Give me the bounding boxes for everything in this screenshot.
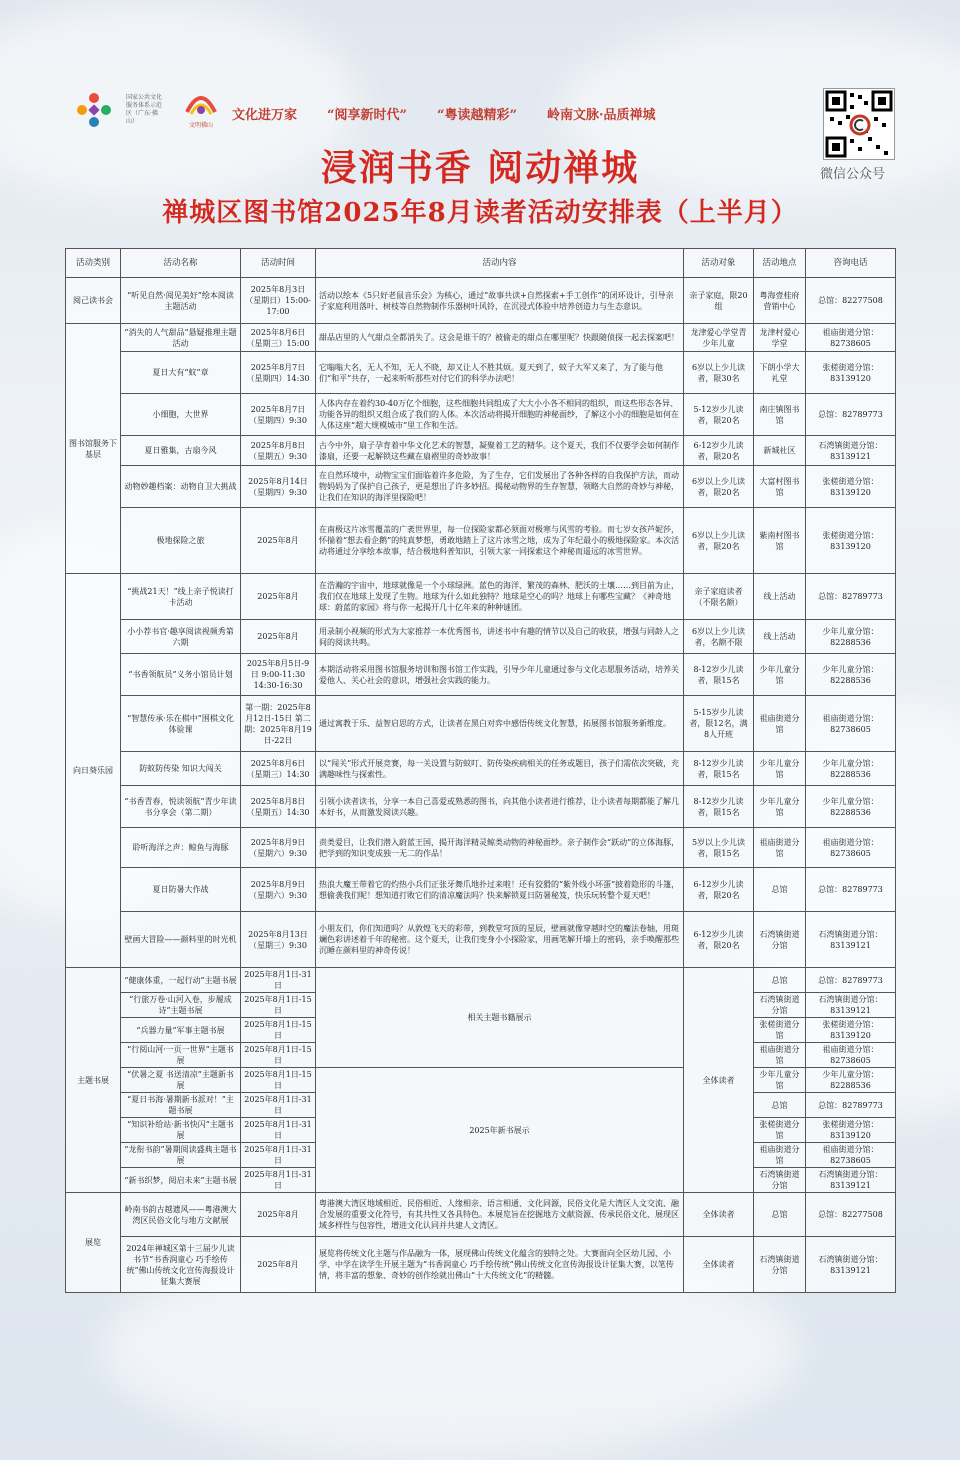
activity-place: 线上活动 <box>754 620 806 654</box>
civilized-foshan-text: 文明佛山 <box>188 122 213 129</box>
activity-place: 少年儿童分馆 <box>754 1068 806 1093</box>
activity-name: 小小荐书官·趣享阅读视频秀第六期 <box>121 620 241 654</box>
activity-time: 第一期：2025年8月12日-15日 第二期：2025年8月19日-22日 <box>241 696 316 752</box>
activity-phone: 张槎街道分馆：83139120 <box>806 1118 896 1143</box>
activity-audience: 6-12岁少儿读者，限20名 <box>684 868 754 912</box>
activity-audience: 全体读者 <box>684 1193 754 1237</box>
activity-name: 极地探险之旅 <box>121 508 241 574</box>
activity-audience: 5-15岁少儿读者，限12名，满8人开班 <box>684 696 754 752</box>
activity-content: 热浪大魔王带着它的灼热小兵们正张牙舞爪地扑过来啦！还有狡猾的“紫外线小坏蛋”披着隐形的斗篷，想偷袭我们呢！想知道打败它们的清凉魔法吗？快来解锁夏日防暑秘笈，快乐玩转整个夏天吧！ <box>316 868 684 912</box>
activity-place: 龙津村爱心学堂 <box>754 324 806 352</box>
table-row <box>66 696 896 752</box>
activity-audience: 亲子家庭读者（不限名额） <box>684 574 754 620</box>
activity-phone: 少年儿童分馆：82288536 <box>806 752 896 786</box>
activity-time: 2025年8月 <box>241 508 316 574</box>
header-logos <box>72 88 226 132</box>
activity-name: 夏日大有“蚊”章 <box>121 352 241 394</box>
activity-phone: 张槎街道分馆：83139120 <box>806 352 896 394</box>
activity-time: 2025年8月 <box>241 1237 316 1293</box>
header-name: 活动名称 <box>121 249 241 278</box>
activity-phone: 石湾镇街道分馆：83139121 <box>806 912 896 968</box>
activity-content: 粤港澳大湾区地域相近、民俗相近、人缘相亲、语言相通、文化同源，民俗文化是大湾区人文交流、融合发展的重要文化符号，有其共性又各具特色。本展览旨在挖掘地方文献资源、传承民俗文化、展现区域多样性与包容性，增进文化认同并共建人文湾区。 <box>316 1193 684 1237</box>
theme-books-content: 相关主题书籍展示 <box>316 968 684 1068</box>
category-cell: 主题书展 <box>66 968 121 1193</box>
activity-place: 南庄镇图书馆 <box>754 394 806 436</box>
slogan-1: 文化进万家 <box>232 108 298 123</box>
activity-audience: 6岁以上少儿读者，限20名 <box>684 466 754 508</box>
activity-audience: 6-12岁少儿读者，限20名 <box>684 436 754 466</box>
activity-time: 2025年8月1日-31日 <box>241 1143 316 1168</box>
table-row <box>66 508 896 574</box>
activity-name: “听见自然·阅见美好”绘本阅读主题活动 <box>121 278 241 324</box>
activity-time: 2025年8月1日-31日 <box>241 1118 316 1143</box>
activity-phone: 总馆：82789773 <box>806 868 896 912</box>
activity-time: 2025年8月1日-31日 <box>241 1168 316 1193</box>
activity-content: 小朋友们，你们知道吗？从敦煌飞天的彩带，到教堂穹顶的星辰，壁画就像穿越时空的魔法卷轴，用斑斓色彩讲述着千年的秘密。这个夏天，让我们变身小小探险家，用画笔解开墙上的密码，亲手唤醒那些沉睡在颜料里的神奇传说！ <box>316 912 684 968</box>
activity-time: 2025年8月7日（星期四）14:30 <box>241 352 316 394</box>
activity-name: “龙衔书韵”暑期阅读盛典主题书展 <box>121 1143 241 1168</box>
table-row <box>66 620 896 654</box>
activity-content: 责类爱目，让我们潜入蔚蓝王国，揭开海洋精灵鲸类动物的神秘面纱。亲子制作会“跃动”的立体海豚，把学到的知识变成独一无二的作品！ <box>316 828 684 868</box>
activity-phone: 总馆：82789773 <box>806 1093 896 1118</box>
activity-name: “智慧传承·乐在棋中”围棋文化体验课 <box>121 696 241 752</box>
activity-place: 总馆 <box>754 1193 806 1237</box>
activity-phone: 石湾镇街道分馆：83139121 <box>806 1168 896 1193</box>
activity-place: 祖庙街道分馆 <box>754 1143 806 1168</box>
activity-name: “行旅万卷·山河入卷，步履成诗”主题书展 <box>121 993 241 1018</box>
activity-name: 2024年禅城区第十三届少儿读书节“书香润童心 巧手绘传统”佛山传统文化宣传海报设计征集大赛展 <box>121 1237 241 1293</box>
category-cell: 向日葵乐园 <box>66 574 121 968</box>
activity-name: “伏暑之夏 书送清凉”主题新书展 <box>121 1068 241 1093</box>
activity-place: 石湾镇街道分馆 <box>754 1168 806 1193</box>
activity-name: “知识补给站·新书快闪”主题书展 <box>121 1118 241 1143</box>
category-cell: 阅己读书会 <box>66 278 121 324</box>
activity-audience: 8-12岁少儿读者，限15名 <box>684 752 754 786</box>
page-title: 浸润书香 阅动禅城 <box>320 147 640 189</box>
activity-name: 聆听海洋之声：鲸鱼与海豚 <box>121 828 241 868</box>
activity-time: 2025年8月8日（星期五）14:30 <box>241 786 316 828</box>
activity-name: “新书织梦，阅启未来”主题书展 <box>121 1168 241 1193</box>
table-row <box>66 324 896 352</box>
new-books-content: 2025年新书展示 <box>316 1068 684 1193</box>
activity-name: “健康体重，一起行动”主题书展 <box>121 968 241 993</box>
category-cell: 图书馆服务下基层 <box>66 324 121 574</box>
activity-name: “夏日书海·暑期新书派对！”主题书展 <box>121 1093 241 1118</box>
activity-content: 用录制小视频的形式为大家推荐一本优秀图书，讲述书中有趣的情节以及自己的收获，增强与同龄人之间的阅读共鸣。 <box>316 620 684 654</box>
activity-place: 总馆 <box>754 868 806 912</box>
slogan-3: “粤读越精彩” <box>436 108 517 123</box>
page-subtitle: 禅城区图书馆2025年8月读者活动安排表（上半月） <box>162 198 798 228</box>
activity-phone: 石湾镇街道分馆：83139121 <box>806 436 896 466</box>
table-row <box>66 1068 896 1093</box>
activity-place: 少年儿童分馆 <box>754 752 806 786</box>
activity-name: 动物妙趣档案：动物自卫大挑战 <box>121 466 241 508</box>
activity-name: 夏日雅集，古扇今风 <box>121 436 241 466</box>
table-row <box>66 394 896 436</box>
activity-time: 2025年8月14日（星期四）9:30 <box>241 466 316 508</box>
activity-phone: 少年儿童分馆：82288536 <box>806 620 896 654</box>
activity-content: 在南极这片冰雪覆盖的广袤世界里，每一位探险家都必须面对极寒与风雪的考验。而七岁女孩芦妮莎，怀揣着“想去看企鹅”的纯真梦想，勇敢地踏上了这片冰雪之地，成为了年纪最小的极地探险家。本次活动将通过分享绘本故事，结合极地科普知识，引领大家一同探索这个神秘而遥远的冰雪世界。 <box>316 508 684 574</box>
table-row <box>66 786 896 828</box>
activity-content: 甜品店里的人气甜点全都消失了。这会是谁干的？被偷走的甜点在哪里呢？快跟随侦探一起去探案吧！ <box>316 324 684 352</box>
activity-phone: 祖庙街道分馆：82738605 <box>806 324 896 352</box>
activity-place: 粤海壹桂府营销中心 <box>754 278 806 324</box>
activity-time: 2025年8月1日-15日 <box>241 1018 316 1043</box>
activity-place: 石湾镇街道分馆 <box>754 912 806 968</box>
theme-audience: 全体读者 <box>684 968 754 1193</box>
activity-audience: 8-12岁少儿读者，限15名 <box>684 654 754 696</box>
activity-audience: 全体读者 <box>684 1237 754 1293</box>
table-row <box>66 752 896 786</box>
activity-schedule-table <box>65 248 896 1293</box>
header-content: 活动内容 <box>316 249 684 278</box>
header-phone: 咨询电话 <box>806 249 896 278</box>
header-place: 活动地点 <box>754 249 806 278</box>
activity-content: 展览将传统文化主题与作品融为一体，展现佛山传统文化蕴含的独特之处。大赛面向全区幼儿园、小学、中学在读学生开展主题为“书香润童心 巧手绘传统”佛山传统文化宣传海报设计征集大赛，以笔传情，将丰富的想象、奇妙的创作绘就出佛山“十大传统文化”的精髓。 <box>316 1237 684 1293</box>
activity-content: 通过寓教于乐、益智启思的方式，让读者在黑白对弈中感悟传统文化智慧，拓展图书馆服务新维度。 <box>316 696 684 752</box>
activity-time: 2025年8月6日（星期三）14:30 <box>241 752 316 786</box>
activity-audience: 6-12岁少儿读者，限20名 <box>684 912 754 968</box>
library-system-logo <box>72 88 116 132</box>
table-row <box>66 654 896 696</box>
activity-content: 本期活动将采用图书馆服务培训和图书馆工作实践，引导少年儿童通过参与文化志愿服务活动，培养关爱他人、关心社会的意识，增强社会实践的能力。 <box>316 654 684 696</box>
activity-content: 古今中外，扇子孕育着中华文化艺术的智慧，凝聚着工艺的精华。这个夏天，我们不仅要学会如何制作漆扇，还要一起解锁这些藏在扇褶里的奇妙故事！ <box>316 436 684 466</box>
activity-audience: 5-12岁少儿读者，限20名 <box>684 394 754 436</box>
activity-time: 2025年8月7日（星期四）9:30 <box>241 394 316 436</box>
activity-content: 人体内存在着约30-40万亿个细胞，这些细胞共同组成了大大小小各不相同的组织，而这些形态各异、功能各异的组织又组合成了我们的人体。本次活动将揭开细胞的神秘面纱，了解这小小的细胞是如何在人体这座“超大规模城市”里工作和生活。 <box>316 394 684 436</box>
activity-time: 2025年8月1日-15日 <box>241 993 316 1018</box>
activity-audience: 8-12岁少儿读者，限15名 <box>684 786 754 828</box>
activity-audience: 6岁以上少儿读者，名额不限 <box>684 620 754 654</box>
activity-name: “挑战21天！”线上亲子悦读打卡活动 <box>121 574 241 620</box>
activity-phone: 总馆：82789773 <box>806 968 896 993</box>
activity-phone: 总馆：82789773 <box>806 394 896 436</box>
activity-phone: 石湾镇街道分馆：83139121 <box>806 993 896 1018</box>
activity-time: 2025年8月5日-9日 9:00-11:30 14:30-16:30 <box>241 654 316 696</box>
activity-audience: 龙津爱心学堂青少年儿童 <box>684 324 754 352</box>
table-row <box>66 968 896 993</box>
activity-content: 在自然环境中，动物宝宝们面临着许多危险，为了生存，它们发展出了各种各样的自我保护方法，而动物妈妈为了保护自己孩子，更是想出了许多妙招。揭秘动物界的生存智慧，领略大自然的奇妙与神秘，让我们在知识的海洋里探险吧！ <box>316 466 684 508</box>
activity-phone: 张槎街道分馆：83139120 <box>806 1018 896 1043</box>
library-system-logo-text: 国家公共文化服务体系示范区（广东·佛山） <box>126 94 163 125</box>
activity-phone: 祖庙街道分馆：82738605 <box>806 1043 896 1068</box>
activity-name: 小细胞，大世界 <box>121 394 241 436</box>
activity-place: 少年儿童分馆 <box>754 654 806 696</box>
activity-content: 在浩瀚的宇宙中，地球就像是一个小球绿洲。蓝色的海洋、繁茂的森林、肥沃的土壤……到目前为止，我们仅在地球上发现了生物。地球为什么如此独特？地球是空心的吗？地球上有哪些宝藏？《神奇地球：蔚蓝的家园》将与你一起揭开几十亿年来的种种谜团。 <box>316 574 684 620</box>
activity-phone: 石湾镇街道分馆：83139121 <box>806 1237 896 1293</box>
activity-name: “书香领航员”义务小馆员计划 <box>121 654 241 696</box>
activity-time: 2025年8月1日-15日 <box>241 1043 316 1068</box>
activity-place: 下朗小学大礼堂 <box>754 352 806 394</box>
civilized-foshan-logo <box>176 88 226 132</box>
activity-place: 祖庙街道分馆 <box>754 1043 806 1068</box>
activity-time: 2025年8月 <box>241 620 316 654</box>
activity-time: 2025年8月1日-15日 <box>241 1068 316 1093</box>
activity-audience: 6岁以上少儿读者，限20名 <box>684 508 754 574</box>
activity-phone: 总馆：82277508 <box>806 1193 896 1237</box>
qr-label: 微信公众号 <box>820 167 886 182</box>
activity-time: 2025年8月 <box>241 574 316 620</box>
civilized-foshan-icon <box>181 88 221 120</box>
activity-time: 2025年8月1日-31日 <box>241 968 316 993</box>
activity-content: 引领小读者读书，分享一本自己喜爱或熟悉的图书，向其他小读者进行推荐，让小读者每期都能了解几本好书，从而激发阅读兴趣。 <box>316 786 684 828</box>
activity-phone: 祖庙街道分馆：82738605 <box>806 696 896 752</box>
activity-place: 新城社区 <box>754 436 806 466</box>
activity-time: 2025年8月1日-31日 <box>241 1093 316 1118</box>
activity-phone: 张槎街道分馆：83139120 <box>806 466 896 508</box>
activity-phone: 总馆：82277508 <box>806 278 896 324</box>
activity-time: 2025年8月 <box>241 1193 316 1237</box>
activity-phone: 张槎街道分馆：83139120 <box>806 508 896 574</box>
activity-place: 祖庙街道分馆 <box>754 696 806 752</box>
table-row <box>66 278 896 324</box>
activity-content: 它嗡嗡大名，无人不知，无人不晓，却又让人不胜其烦。夏天到了，蚊子大军又来了，为了能与他们“和平”共存，一起来听听那些对付它们的科学办法吧！ <box>316 352 684 394</box>
activity-place: 张槎街道分馆 <box>754 1018 806 1043</box>
activity-name: “消失的人气甜品”悬疑推理主题活动 <box>121 324 241 352</box>
table-row <box>66 912 896 968</box>
activity-content: 活动以绘本《5只好老鼠音乐会》为核心，通过“故事共读+自然探索+手工创作”的闭环设计，引导亲子家庭利用落叶、树枝等自然物制作乐器树叶风铃，在沉浸式体验中培养创造力与生态意识。 <box>316 278 684 324</box>
table-row <box>66 1237 896 1293</box>
table-row <box>66 828 896 868</box>
activity-place: 祖庙街道分馆 <box>754 828 806 868</box>
slogan-2: “阅享新时代” <box>327 108 407 123</box>
activity-time: 2025年8月8日（星期五）9:30 <box>241 436 316 466</box>
activity-place: 大富村图书馆 <box>754 466 806 508</box>
table-row <box>66 436 896 466</box>
activity-audience: 5岁以上少儿读者，限15名 <box>684 828 754 868</box>
activity-place: 少年儿童分馆 <box>754 786 806 828</box>
table-row <box>66 466 896 508</box>
activity-place: 线上活动 <box>754 574 806 620</box>
activity-place: 紫南村图书馆 <box>754 508 806 574</box>
slogans <box>232 104 655 123</box>
header-audience: 活动对象 <box>684 249 754 278</box>
activity-time: 2025年8月3日（星期日）15:00-17:00 <box>241 278 316 324</box>
activity-time: 2025年8月9日（星期六）9:30 <box>241 828 316 868</box>
category-cell: 展览 <box>66 1193 121 1293</box>
activity-place: 总馆 <box>754 968 806 993</box>
table-header-row <box>66 249 896 278</box>
activity-audience: 6岁以上少儿读者，限30名 <box>684 352 754 394</box>
activity-place: 石湾镇街道分馆 <box>754 993 806 1018</box>
activity-phone: 祖庙街道分馆：82738605 <box>806 828 896 868</box>
activity-name: 壁画大冒险——颜料里的时光机 <box>121 912 241 968</box>
activity-name: 夏日防暑大作战 <box>121 868 241 912</box>
activity-time: 2025年8月9日（星期六）9:30 <box>241 868 316 912</box>
activity-phone: 总馆：82789773 <box>806 574 896 620</box>
activity-name: “书香青春，悦读领航”青少年读书分享会（第二期） <box>121 786 241 828</box>
activity-phone: 少年儿童分馆：82288536 <box>806 654 896 696</box>
activity-content: 以“闯关”形式开展竞赛，每一关设置与防蚊叮、防传染疾病相关的任务或题目，孩子们需依次突破，充满趣味性与探索性。 <box>316 752 684 786</box>
activity-phone: 少年儿童分馆：82288536 <box>806 786 896 828</box>
activity-name: 防蚊防传染 知识大闯关 <box>121 752 241 786</box>
activity-time: 2025年8月13日（星期三）9:30 <box>241 912 316 968</box>
activity-time: 2025年8月6日（星期三）15:00 <box>241 324 316 352</box>
activity-phone: 祖庙街道分馆：82738605 <box>806 1143 896 1168</box>
activity-name: “行阅山河·一页一世界”主题书展 <box>121 1043 241 1068</box>
activity-place: 张槎街道分馆 <box>754 1118 806 1143</box>
table-row <box>66 868 896 912</box>
activity-audience: 亲子家庭，限20组 <box>684 278 754 324</box>
table-row <box>66 1193 896 1237</box>
activity-place: 总馆 <box>754 1093 806 1118</box>
header-time: 活动时间 <box>241 249 316 278</box>
activity-name: 岭南书韵古越遗风——粤港澳大湾区民俗文化与地方文献展 <box>121 1193 241 1237</box>
activity-name: “兵器力量”军事主题书展 <box>121 1018 241 1043</box>
table-row <box>66 352 896 394</box>
activity-place: 石湾镇街道分馆 <box>754 1237 806 1293</box>
activity-phone: 少年儿童分馆：82288536 <box>806 1068 896 1093</box>
header-category: 活动类别 <box>66 249 121 278</box>
slogan-4: 岭南文脉·品质禅城 <box>546 108 656 123</box>
table-row <box>66 574 896 620</box>
